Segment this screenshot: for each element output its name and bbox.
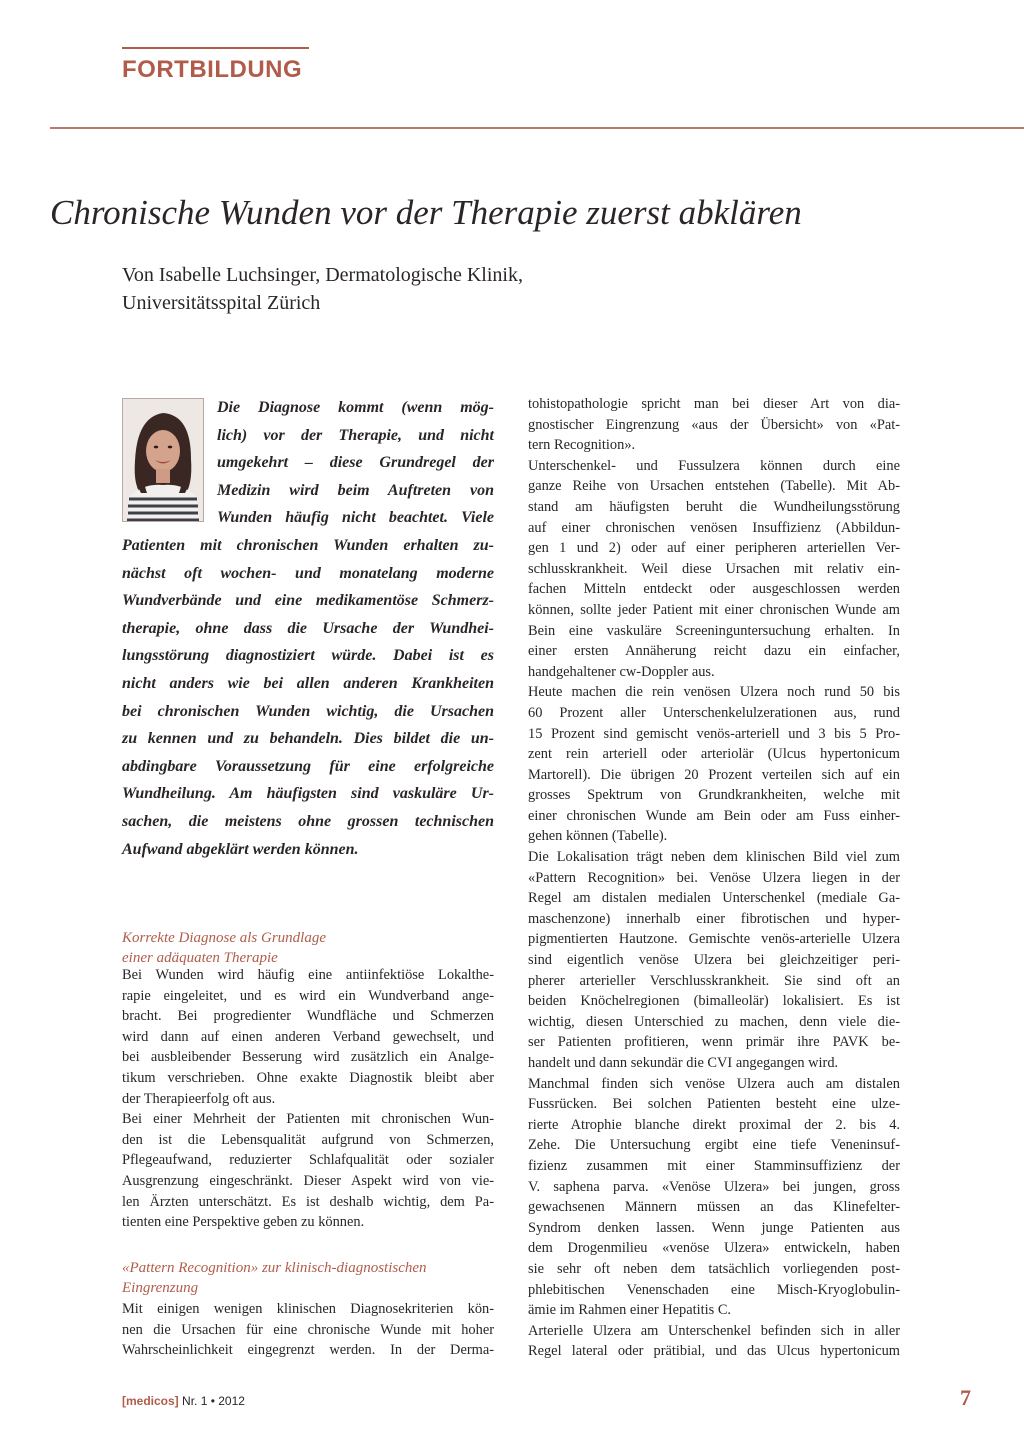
intro-line: lich) vor der Therapie, und nicht [217, 426, 494, 444]
section-heading-pattern-recognition [122, 1259, 494, 1298]
section-heading-line: einer adäquaten Therapie [122, 949, 278, 966]
body-line: fizienz zusammen mit einer Stamminsuffizienz der [528, 1157, 900, 1174]
body-line: pherer arterieller Verschlusskrankheit. Sie sind oft an [528, 972, 900, 989]
body-line: einer chronischen Wunde am Bein oder am Fuss einher- [528, 807, 900, 824]
body-line: Arterielle Ulzera am Unterschenkel befinden sich in aller [528, 1322, 900, 1339]
section-body-pattern-recognition [122, 1299, 494, 1361]
body-line: V. saphena parva. «Venöse Ulzera» bei jungen, gross [528, 1178, 900, 1195]
byline-line-2: Universitätsspital Zürich [122, 292, 321, 314]
header-divider [50, 127, 1024, 129]
intro-line: nächst oft wochen- und monatelang moderne [122, 564, 494, 582]
intro-line: bei chronischen Wunden wichtig, die Ursachen [122, 702, 494, 720]
section-rule [122, 47, 309, 49]
intro-line: sachen, die meistens ohne grossen technischen [122, 812, 494, 830]
body-line: Fussrücken. Bei solchen Patienten besteht eine ulze- [528, 1096, 900, 1113]
body-line: Unterschenkel- und Fussulzera können durch eine [528, 457, 900, 474]
body-line: bracht. Bei progredienter Wundfläche und Schmerzen [122, 1008, 494, 1025]
body-line: 60 Prozent aller Unterschenkelulzerationen aus, rund [528, 704, 900, 721]
body-line: Wahrscheinlichkeit eingegrenzt werden. In der Derma- [122, 1342, 494, 1359]
body-line: rierte Atrophie blanche direkt proximal der 2. bis 4. [528, 1116, 900, 1133]
intro-line: Medizin wird beim Auftreten von [217, 481, 494, 499]
body-line: len Ärzten unterschätzt. Es ist deshalb wichtig, dem Pa- [122, 1193, 494, 1210]
body-line: Bei Wunden wird häufig eine antiinfektiöse Lokalthe- [122, 967, 494, 983]
footer-publication [122, 1394, 245, 1408]
body-line: können, sollte jeder Patient mit einer chronischen Wunde am [528, 601, 900, 618]
issue-number: Nr. 1 • 2012 [182, 1394, 245, 1408]
body-line: sind eigentlich venöse Ulzera bei gleichzeitiger peri- [528, 952, 900, 969]
body-line: Die Lokalisation trägt neben dem klinischen Bild viel zum [528, 849, 900, 866]
body-line: Martorell). Die übrigen 20 Prozent verteilen sich auf ein [528, 766, 900, 783]
intro-line: lungsstörung diagnostiziert würde. Dabei ist es [122, 647, 494, 665]
intro-line: therapie, ohne dass die Ursache der Wundhei- [122, 619, 494, 637]
publication-logo: [medicos] [122, 1394, 179, 1408]
body-line: «Pattern Recognition» bei. Venöse Ulzera liegen in der [528, 869, 900, 886]
article-title: Chronische Wunden vor der Therapie zuerst abklären [50, 193, 802, 232]
body-line: Ausgrenzung eingeschränkt. Dieser Aspekt wird von vie- [122, 1172, 494, 1189]
body-line: nen die Ursachen für eine chronische Wunde mit hoher [122, 1321, 494, 1338]
body-line: bei ausbleibender Besserung wird zusätzlich ein Analge- [122, 1049, 494, 1066]
body-line: 15 Prozent sind gemischt venös-arteriell und 3 bis 5 Pro- [528, 725, 900, 742]
byline-line-1: Von Isabelle Luchsinger, Dermatologische Klinik, [122, 264, 523, 286]
body-line: gehen können (Tabelle). [528, 828, 668, 845]
body-line: Regel lateral oder prätibial, und das Ulcus hypertonicum [528, 1343, 900, 1360]
body-line: ämie im Rahmen einer Hepatitis C. [528, 1302, 732, 1319]
body-line: Heute machen die rein venösen Ulzera noch rund 50 bis [528, 684, 900, 701]
body-line: Bei einer Mehrheit der Patienten mit chronischen Wun- [122, 1111, 494, 1128]
body-line: grosses Spektrum von Grundkrankheiten, welche mit [528, 787, 900, 804]
body-line: Bein eine vaskuläre Screeninguntersuchung erhalten. In [528, 622, 900, 639]
body-line: sie sehr oft neben dem tatsächlich vorliegenden post- [528, 1260, 900, 1277]
body-line: tikum verschrieben. Ohne exakte Diagnostik bleibt aber [122, 1069, 494, 1086]
body-line: wird dann auf einen anderen Verband gewechselt, und [122, 1028, 494, 1045]
body-line: Syndrom denken lassen. Wenn junge Patienten aus [528, 1219, 900, 1236]
intro-line: nicht anders wie bei allen anderen Krankheiten [122, 674, 494, 692]
body-line: pigmentierten Hautzone. Gemischte venös-arterielle Ulzera [528, 931, 900, 948]
body-line: handgehaltener cw-Doppler aus. [528, 663, 715, 680]
body-line: stand am häufigsten beruht die Wundheilungsstörung [528, 498, 900, 515]
body-line: dem Drogenmilieu «venöse Ulzera» entwickeln, haben [528, 1240, 900, 1257]
body-line: tern Recognition». [528, 437, 636, 454]
intro-line: Wunden häufig nicht beachtet. Viele [217, 509, 494, 527]
body-line: schlusskrankheit. Weil diese Ursachen mit relativ ein- [528, 560, 900, 577]
body-line: Zehe. Die Untersuchung ergibt eine tiefe Veneninsuf- [528, 1137, 900, 1154]
section-heading-line: «Pattern Recognition» zur klinisch-diagnostischen [122, 1260, 427, 1276]
body-line: phlebitischen Venenschaden eine Misch-Kryoglobulin- [528, 1281, 900, 1298]
section-body-diagnosis [122, 965, 494, 1233]
body-line: Pflegeaufwand, reduzierter Schlafqualität oder sozialer [122, 1152, 494, 1169]
section-label: FORTBILDUNG [122, 56, 303, 83]
body-line: den ist die Lebensqualität aufgrund von Schmerzen, [122, 1131, 494, 1148]
body-line: Mit einigen wenigen klinischen Diagnosekriterien kön- [122, 1301, 494, 1317]
body-line: Regel am distalen medialen Unterschenkel (mediale Ga- [528, 890, 900, 907]
body-line: tienten eine Perspektive geben zu können. [122, 1214, 365, 1231]
intro-line: umgekehrt – diese Grundregel der [217, 454, 494, 472]
body-line: gnostischer Eingrenzung «aus der Übersicht» von «Pat- [528, 416, 900, 433]
body-line: einer ersten Annäherung reicht dazu ein einfacher, [528, 643, 900, 660]
intro-line: abdingbare Voraussetzung für eine erfolgreiche [122, 757, 494, 775]
body-line: gen 1 und 2) oder auf einer peripheren arteriellen Ver- [528, 540, 900, 557]
intro-line: Patienten mit chronischen Wunden erhalten zu- [122, 536, 494, 554]
body-line: tohistopathologie spricht man bei dieser Art von dia- [528, 396, 900, 412]
body-line: handelt und dann sekundär die CVI angegangen wird. [528, 1055, 839, 1071]
intro-paragraph [122, 394, 494, 863]
body-line: wichtig, diesen Unterschied zu machen, denn viele die- [528, 1013, 900, 1030]
body-line: ser Patienten profitieren, wenn primär ihre PAVK be- [528, 1034, 900, 1051]
intro-line: Aufwand abgeklärt werden können. [122, 840, 359, 858]
body-line: rapie eingeleitet, und es wird ein Wundverband ange- [122, 987, 494, 1004]
body-line: ganze Reihe von Ursachen entstehen (Tabelle). Mit Ab- [528, 478, 900, 495]
section-heading-line: Eingrenzung [122, 1279, 199, 1296]
page-number: 7 [960, 1385, 971, 1410]
intro-line: zu kennen und zu behandeln. Dies bildet die un- [122, 730, 494, 748]
body-line: maschenzone) innerhalb einer fibrotischen und hyper- [528, 910, 900, 927]
body-line: fachen Mitteln entdeckt oder ausgeschlossen werden [528, 581, 900, 598]
intro-line: Wundheilung. Am häufigsten sind vaskuläre Ur- [122, 785, 494, 803]
intro-line: Die Diagnose kommt (wenn mög- [217, 399, 494, 416]
body-line: gewachsenen Männern müssen an das Klinefelter- [528, 1199, 900, 1216]
body-line: der Therapieerfolg oft aus. [122, 1090, 276, 1107]
body-line: zent rein arteriell oder arteriolär (Ulcus hypertonicum [528, 746, 900, 763]
section-heading-line: Korrekte Diagnose als Grundlage [122, 930, 327, 946]
intro-line: Wundverbände und eine medikamentöse Schmerz- [122, 592, 494, 610]
body-line: auf einer chronischen venösen Insuffizienz (Abbildun- [528, 519, 900, 536]
right-column-text [528, 394, 900, 1362]
body-line: beiden Knöchelregionen (bimalleolär) lokalisiert. Es ist [528, 993, 900, 1010]
section-heading-diagnosis [122, 929, 494, 968]
body-line: Manchmal finden sich venöse Ulzera auch am distalen [528, 1075, 900, 1092]
byline [122, 261, 523, 317]
